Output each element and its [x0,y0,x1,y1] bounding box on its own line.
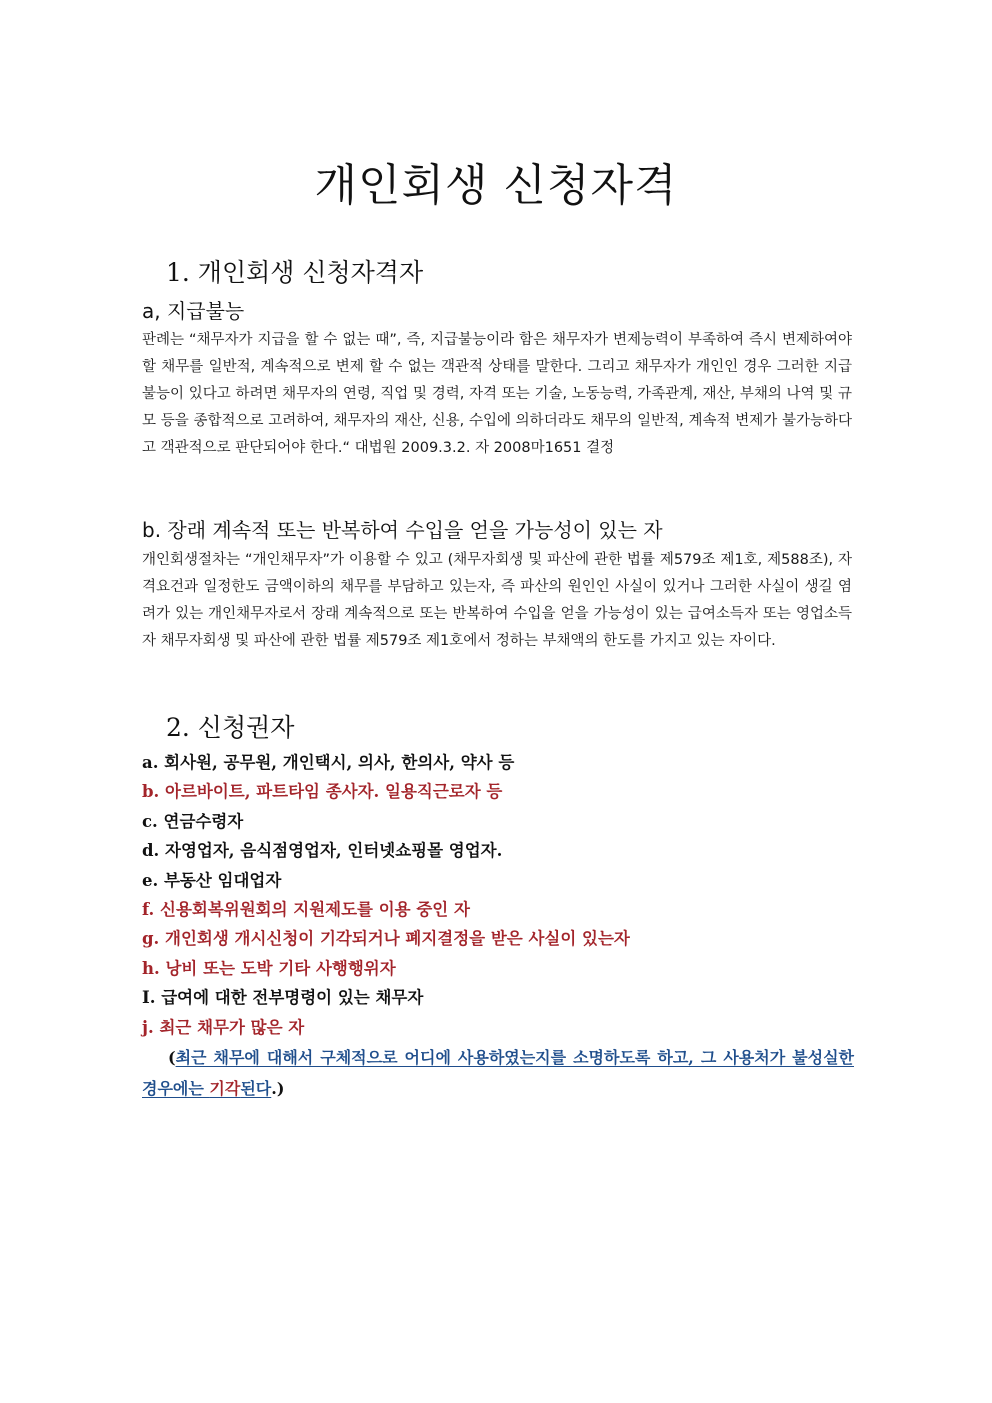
list-item: I. 급여에 대한 전부명령이 있는 채무자 [142,988,424,1008]
note-text-end: 된다 [240,1079,272,1098]
list-item: g. 개인회생 개시신청이 기각되거나 폐지결정을 받은 사실이 있는자 [142,929,630,949]
list-item: a. 회사원, 공무원, 개인택시, 의사, 한의사, 약사 등 [142,753,515,772]
list-item: c. 연금수령자 [142,811,244,831]
section-2-heading: 2. 신청권자 [166,713,295,742]
note-highlight: 기각 [209,1079,241,1098]
note-text: 최근 채무에 대해서 구체적으로 어디에 사용하였는지를 소명하도록 하고, 그 사용처가 불성실한 경우에는 [142,1048,854,1098]
list-item: d. 자영업자, 음식점영업자, 인터넷쇼핑몰 영업자. [142,841,503,861]
applicant-list [142,748,854,1042]
list-item: e. 부동산 임대업자 [142,870,282,890]
subsection-b-heading: b. 장래 계속적 또는 반복하여 수입을 얻을 가능성이 있는 자 [142,518,663,542]
section-1-heading: 1. 개인회생 신청자격자 [166,258,424,287]
note-open-paren: ( [168,1048,176,1067]
note-paragraph [142,1042,854,1104]
list-item: b. 아르바이트, 파트타임 종사자. 일용직근로자 등 [142,782,503,802]
document-title: 개인회생 신청자격 [314,160,678,211]
list-item: h. 낭비 또는 도박 기타 사행행위자 [142,958,396,978]
subsection-a-paragraph: 판례는 “채무자가 지급을 할 수 없는 때”, 즉, 지급불능이라 함은 채무자가 변제능력이 부족하여 즉시 변제하여야 할 채무를 일반적, 계속적으로 변제 할 수 없는 객관적 상태를 말한다. 그리고 채무자가 개인인 경우 그러한 지급불능이 있다고 하려면 채무자의 연령, 직업 및 경력, 자격 또는 기술, 노동능력, 가족관계, 재산, 부채의 나역 및 규모 등을 종합적으로 고려하여, 채무자의 재산, 신용, 수입에 의하더라도 채무의 일반적, 계속적 변제가 불가능하다고 객관적으로 판단되어야 한다.“ 대법원 2009.3.2. 자 2008마1651 결정 [142,332,852,456]
list-item: f. 신용회복위원회의 지원제도를 이용 중인 자 [142,899,470,919]
subsection-b-paragraph: 개인회생절차는 “개인채무자”가 이용할 수 있고 (채무자회생 및 파산에 관한 법률 제579조 제1호, 제588조), 자격요건과 일정한도 금액이하의 채무를 부담하고 있는자, 즉 파산의 원인인 사실이 있거나 그러한 사실이 생길 염려가 있는 개인채무자로서 장래 계속적으로 또는 반복하여 수입을 얻을 가능성이 있는 급여소득자 또는 영업소득자 채무자회생 및 파산에 관한 법률 제579조 제1호에서 정하는 부채액의 한도를 가지고 있는 자이다. [142,552,852,649]
list-item: j. 최근 채무가 많은 자 [142,1017,305,1037]
note-close-paren: .) [271,1079,285,1098]
subsection-a-heading: a, 지급불능 [142,299,245,323]
